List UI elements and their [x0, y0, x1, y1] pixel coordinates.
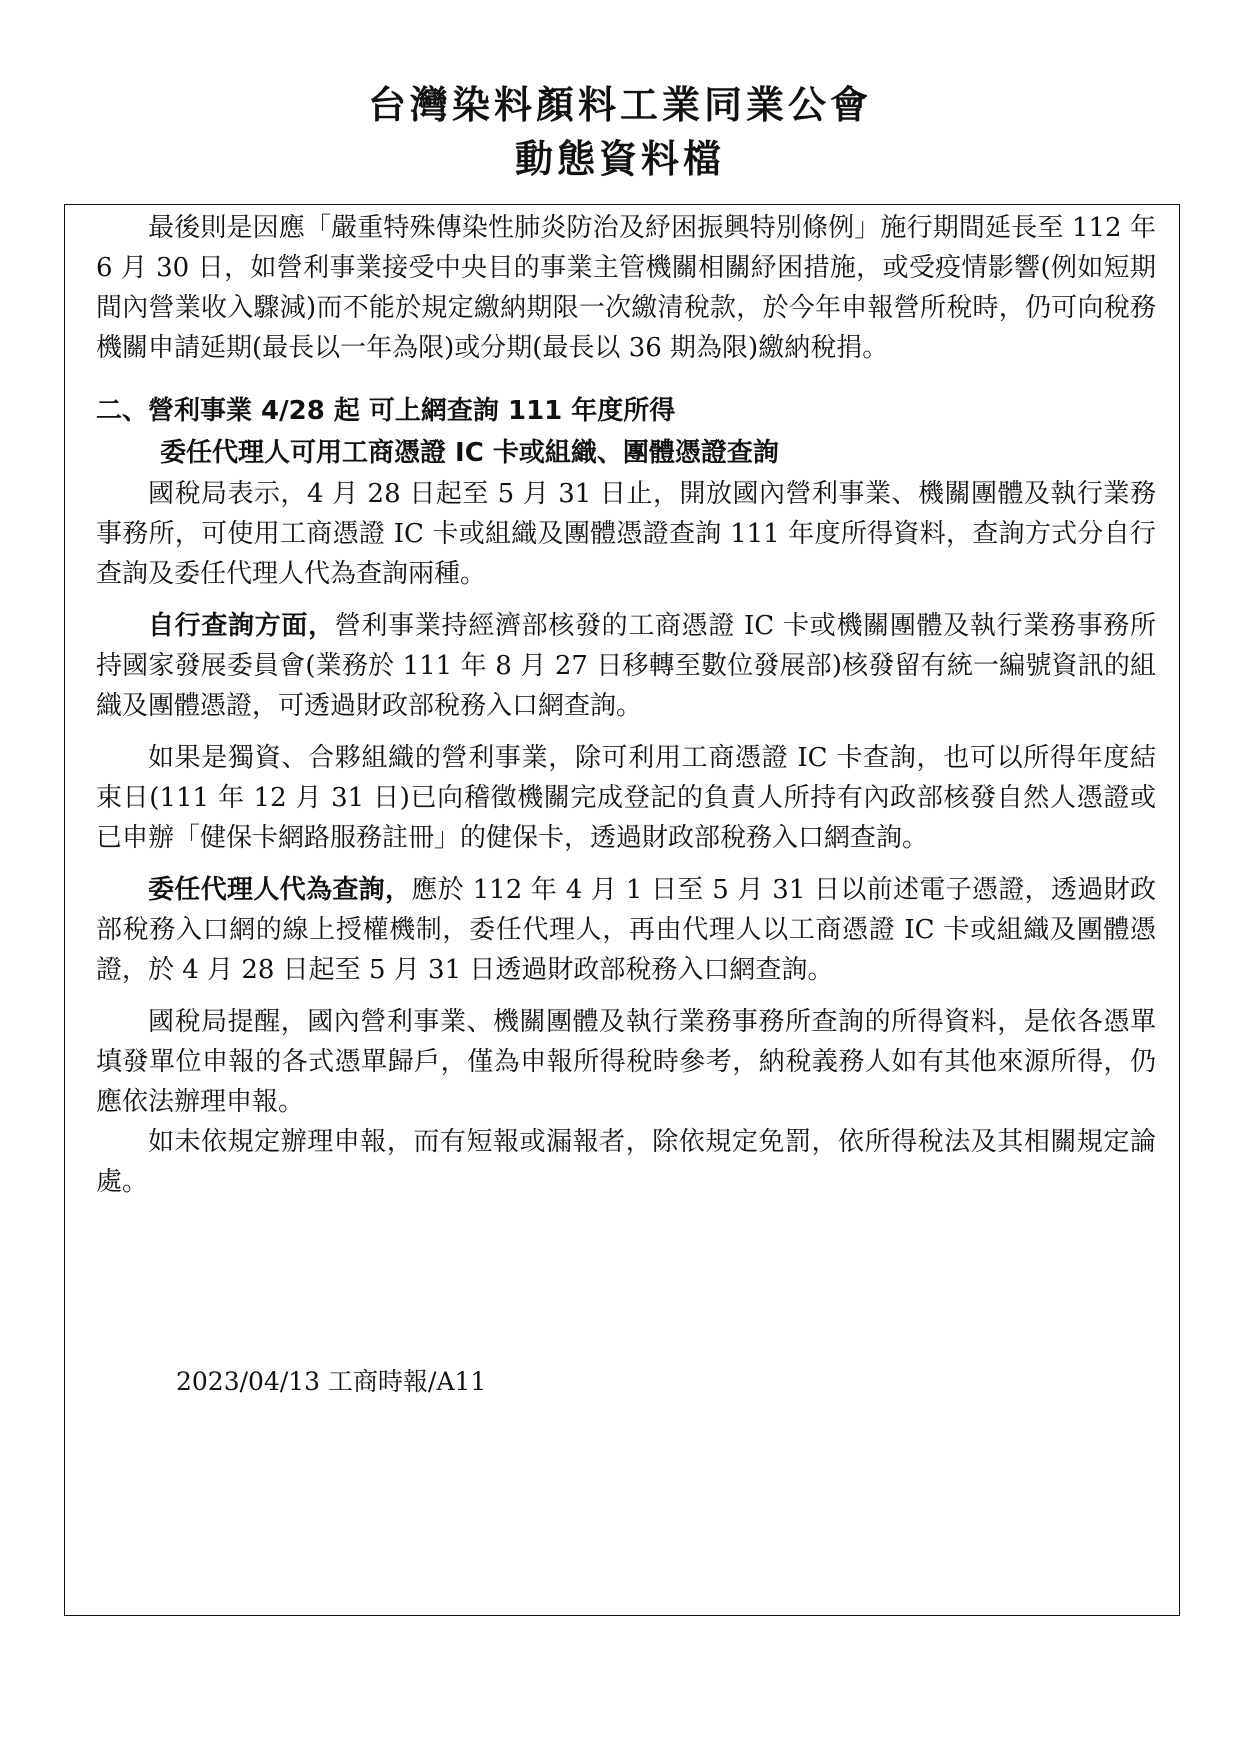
- document-header: [0, 78, 1240, 186]
- article-body: [96, 208, 1156, 1202]
- section-heading: 二、營利事業 4/28 起 可上網查詢 111 年度所得: [96, 396, 676, 426]
- document-subtitle: 動態資料檔: [514, 137, 725, 181]
- association-title: 台灣染料顏料工業同業公會: [367, 83, 872, 127]
- paragraph-self-query: [96, 606, 1156, 726]
- self-query-text: 營利事業持經濟部核發的工商憑證 IC 卡或機關團體及執行業務事務所持國家發展委員會(業務於 111 年 8 月 27 日移轉至數位發展部)核發留有統一編號資訊的組織及團體憑證，可透過財政部稅務入口網查詢。: [96, 611, 1156, 721]
- agent-query-text: 應於 112 年 4 月 1 日至 5 月 31 日以前述電子憑證，透過財政部稅務入口網的線上授權機制，委任代理人，再由代理人以工商憑證 IC 卡或組織及團體憑證，於 4 月 28 日起至 5 月 31 日透過財政部稅務入口網查詢。: [96, 875, 1156, 985]
- paragraph-agent-query: [96, 870, 1156, 990]
- paragraph-relief-extension: 最後則是因應「嚴重特殊傳染性肺炎防治及紓困振興特別條例」施行期間延長至 112 年 6 月 30 日，如營利事業接受中央目的事業主管機關相關紓困措施，或受疫情影響(例如短期間內營業收入驟減)而不能於規定繳納期限一次繳清稅款，於今年申報營所稅時，仍可向稅務機關申請延期(最長以一年為限)或分期(最長以 36 期為限)繳納稅捐。: [96, 213, 1156, 363]
- section-subheading: 委任代理人可用工商憑證 IC 卡或組織、團體憑證查詢: [160, 438, 779, 468]
- paragraph-penalty: 如未依規定辦理申報，而有短報或漏報者，除依規定免罰，依所得稅法及其相關規定論處。: [96, 1127, 1156, 1197]
- paragraph-announcement: 國稅局表示，4 月 28 日起至 5 月 31 日止，開放國內營利事業、機關團體及執行業務事務所，可使用工商憑證 IC 卡或組織及團體憑證查詢 111 年度所得資料，查詢方式分自行查詢及委任代理人代為查詢兩種。: [96, 479, 1156, 589]
- source-citation: 2023/04/13 工商時報/A11: [176, 1367, 487, 1396]
- agent-query-lead: 委任代理人代為查詢，: [148, 875, 412, 905]
- paragraph-reminder: 國稅局提醒，國內營利事業、機關團體及執行業務事務所查詢的所得資料，是依各憑單填發單位申報的各式憑單歸戶，僅為申報所得稅時參考，納稅義務人如有其他來源所得，仍應依法辦理申報。: [96, 1007, 1156, 1117]
- paragraph-sole-proprietor: 如果是獨資、合夥組織的營利事業，除可利用工商憑證 IC 卡查詢，也可以所得年度結束日(111 年 12 月 31 日)已向稽徵機關完成登記的負責人所持有內政部核發自然人憑證或已申辦「健保卡網路服務註冊」的健保卡，透過財政部稅務入口網查詢。: [96, 743, 1156, 853]
- self-query-lead: 自行查詢方面，: [148, 611, 335, 641]
